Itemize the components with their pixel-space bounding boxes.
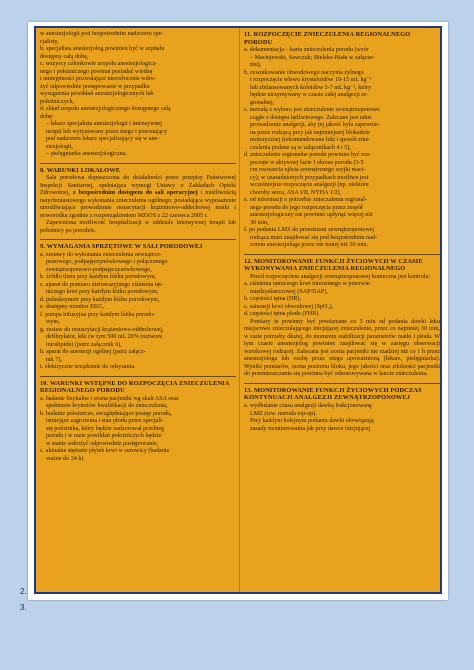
list-item: niu), [250,62,262,69]
list-item: c. aparat do pomiaru nieinwazyjnego ciśnienia tęt- [40,281,164,288]
text-line: wystąpienia powikłań anestezjologicznych lub [40,91,154,97]
list-item: zasady monitorowania jak przy dawce inicjującej [250,425,371,432]
list-item: lub zbilansowanych koloidów 5-7 mL kg⁻¹, który [250,84,372,91]
left-column [40,31,236,589]
text-line: stezjologii, [46,143,73,150]
text-line: w anestezjologii pod bezpośrednim nadzorem spe- [40,31,164,37]
section-title: 10. WARUNKI WSTĘPNE DO ROZPOCZĘCIA ZNIECZULENIA REGIONALNEGO PORODU [40,379,230,395]
section-divider [40,239,236,240]
list-item: LMZ (tzw. metoda top-up). [250,410,317,417]
list-item: rodząca musi znajdować się pod bezpośrednim nad- [250,234,377,241]
list-item: w stanie wdrożyć odpowiednie postępowanie, [46,440,159,447]
section-10 [40,380,236,464]
list-item: c. saturacji krwi obwodowej (SpO₂), [244,303,334,310]
text-line: c. wszyscy członkowie zespołu anestezjologicz- [40,61,158,67]
list-item: i. elektryczne urządzenie do odsysania. [40,364,136,371]
list-item: nego porodu do jego rozpoczęcia przez zespół [250,204,363,211]
section-paragraph: Przed rozpoczęciem analgezji zewnątrzoponowej konieczna jest kontrola: [250,273,431,280]
section-title: 9. WYMAGANIA SPRZĘTOWE W SALI PORODOWEJ [40,243,203,251]
section-title: 12. MONITOROWANIE FUNKCJI ŻYCIOWYCH W CZASIE WYKONYWANIA ZNIECZULENIA REGIONALNEGO [244,257,423,273]
list-item: Przy każdym kolejnym podaniu dawki obowiązują [250,418,374,425]
list-item: – Maciejewski, Sawczuk; Bielsko-Biała w załącze- [250,54,375,61]
list-item: e. dostępny monitor EKG, [40,304,105,311]
list-item: c. metodą z wyboru jest znieczulenie zewnątrzoponowe [244,107,380,114]
list-item: ponowego, podpajęczynówkowego i połączonego [46,259,168,266]
section-divider [244,383,440,384]
section-title: 8. WARUNKI LOKALOWE [40,166,121,174]
list-item: wcześniejsze rozpoczęcie analgezji (np. niektóre [250,182,369,189]
list-item: a. dokumentacja – karta znieczulenia porodu (wzór [244,47,369,54]
list-item: f. pompa infuzyjna przy każdym łóżku porodo- [40,311,156,318]
section-11 [244,31,440,250]
section-9 [40,243,236,372]
list-item: i rozpoczęcie wlewu krystaloidów 10-15 mL kg⁻¹ [250,77,372,84]
list-item: 30 min, [250,219,269,226]
page-number[interactable]: 2. [20,587,27,596]
section-divider [40,376,236,377]
text-line: położniczych, [40,98,75,105]
list-item: g. zestaw do resuscytacji krążeniowo-oddechowej, [40,326,164,333]
list-item: wym, [46,319,60,326]
column-separator [239,28,240,592]
list-item: poczęte w aktywnej fazie I okresu porodu (3-5 [250,159,364,166]
list-item: a. wydłużanie czasu analgezji dawką frakcjonowaną [244,403,372,410]
paragraph-bold-text: z bezpośrednim dostępem do sali operacyjnej [72,190,198,197]
list-item: b. częstości tętna (HR), [244,296,302,303]
list-item: d. częstości tętna płodu (FHR). [244,311,320,318]
list-item: będzie utrzymywany w czasie całej analgezji re- [250,92,369,99]
list-item: cm rozwarcia ujścia zewnętrznego szyjki maci- [250,167,366,174]
page-number[interactable]: 3. [20,603,27,612]
list-item: międzyskurczowej (SAP/DAP), [250,288,328,295]
text-line: i umiejętności pozwalające niezwłocznie wdro- [40,76,156,82]
list-item: d. znieczulenie regionalne porodu powinno być roz- [244,152,372,159]
list-item: c. aktualne stężenie płytek krwi w surowicy (badanie [40,448,170,455]
list-item: zewnątrzoponowo-podpajęczynówkowego, [46,266,152,273]
text-line: d. skład zespołu anestezjologicznego dostępnego całą [40,106,171,112]
list-item: a. ciśnienia tętniczego krwi mierzonego w przerwie [244,281,370,288]
text-line: pod nadzorem lekarz specjalizujący się w ane- [46,136,160,142]
section-divider [244,254,440,255]
text-line: dostępny całą dobę, [40,53,89,60]
text-line: cjalisty, [40,38,59,45]
list-item: na przez rodzącą przy jak najmniejszej blokadzie [250,129,370,136]
list-item: stę położnika, który będzie nadzorował przebieg [46,425,165,432]
intro-list [40,31,236,159]
page-number-list [20,584,27,616]
list-item: nik 7), [46,356,62,363]
list-item: h. aparat do anestezji ogólnej (patrz załącz- [40,349,146,356]
list-item: prowadzenie analgezji, aby jej jakość była zapewnio- [250,122,381,129]
list-item: motorycznej (rekomendowane leki i sposób znie- [250,137,371,144]
list-item: niczego krwi przy każdym łóżku porodowym, [46,289,159,296]
document-page [28,22,448,600]
section-8 [40,167,236,236]
list-item: ciągłe z dostępu lędźwiowego. Zalecane jest takie [250,114,372,121]
section-title: 11. ROZPOCZĘCIE ZNIECZULENIA REGIONALNEGO PORODU [244,31,411,46]
paragraph-text: Sala porodowa dopuszczona do działalności przez przepisy Państwowej Inspekcji Sanitarnej, spełniająca wymogi Ustawy o Zakładach Opieki Zdrowotnej, [40,175,236,197]
section-paragraph [40,175,236,220]
list-item: cy); w uzasadnionych przypadkach możliwe jest [250,174,369,181]
section-13 [244,387,440,433]
list-item: intralipidu) (patrz załącznik 6), [46,341,122,348]
right-column [244,31,440,589]
section-title: 13. MONITOROWANIE FUNKCJI ŻYCIOWYCH PODCZAS KONTYNUACJI ANALGEZJI ZEWNĄTRZOPONOWEJ [244,386,422,402]
list-item: zorem anestezjologa przez nie mniej niż 30 min. [250,242,369,249]
list-item: d. pulsoksymetr przy każdym łóżku porodowym, [40,296,160,303]
list-item: a. badanie fizykalne i ocena pacjentki wg skali ASA oraz [40,395,179,402]
list-item: ważne do 24 h) [46,455,84,462]
list-item: b. badanie położnicze, uwzględniające postęp porodu, [40,410,172,417]
list-item: spełnienie kryteriów kwalifikacji do znieczulenia, [46,403,168,410]
text-line: nego i położniczego powinni posiadać wiedzę [40,68,153,75]
list-item: f. po podaniu LMZ do przestrzeni zewnątrzoponowej [244,227,375,234]
section-12 [244,258,440,379]
list-item: czulenia podane są w załącznikach 4 i 5), [250,144,351,151]
text-line: żyć odpowiednie postępowanie w przypadku [40,83,150,90]
list-item: gionalnej, [250,99,275,106]
text-line: terapii lub wytypowany przez niego i pozostający [46,128,168,135]
section-paragraph: Zapewniona możliwość hospitalizacji w oddziale intensywnej terapii lub położnicy po porodzie. [40,220,236,234]
list-item: anestezjologiczny nie powinno upłynąć więcej niż [250,212,373,219]
paragraph-text: i możliwością natychmiastowego wykonania znieczulenia ogólnego, posiadająca wyposażenie umożliwiające prowadzenie resuscytacji krążeniowo-oddechowej matki i noworodka zgodnie z rozporządzeniem MZiOS z 22 czerwca 2005 r. [40,190,236,219]
section-divider [40,163,236,164]
section-paragraph: Pomiary te powinny być powtarzane co 5 min od podania dawki leku miejscowo znieczulającego inicjującej znieczulenie, przez co najmniej 30 min, w razie potrzeby dłużej, do momentu stabilizacji parametrów matki i płodu. W tym czasie anestezjolog powinien znajdować się w zasięgu obserwacji wzrokowej rodzącej. Zalecana jest ocena pacjentki nie rzadziej niż co 1 h przez anestezjologa lub osobę przez niego upoważnioną (lekarz, pielęgniarka). Wyniki pomiarów, ocena poziomu bloku, jego jakości oraz zdolności pacjentki do przemieszczania się powinna być odnotowywana w karcie znieczulenia. [244,318,440,378]
list-item: a. zestawy do wykonania znieczulenia zewnątrzo- [40,251,162,258]
list-item: b. cewnikowanie obwodowego naczynia żylnego [244,69,364,76]
list-item: e. od informacji o potrzebie znieczulenia regional- [244,197,368,204]
list-item: b. źródło tlenu przy każdym łóżku porodowym, [40,274,157,281]
text-line: – pielęgniarka anestezjologiczna. [46,151,128,157]
text-line: – lekarz specjalista anestezjologii i intensywnej [46,121,162,127]
text-line: b. specjalista anestezjolog powinien być w szpitalu [40,46,165,52]
list-item: porodu i w razie powikłań położniczych będzie [46,433,162,440]
list-item: choroby serca, ASA I/II, NYHA 1/2), [250,189,342,196]
list-item: defibrylator, leki (w tym 500 mL 20% roztworu [46,334,163,341]
text-line: dobę: [40,113,54,120]
guidelines-frame [34,26,442,594]
list-item: istniejące zagrożenia i stan płodu przez specjali- [46,418,164,425]
